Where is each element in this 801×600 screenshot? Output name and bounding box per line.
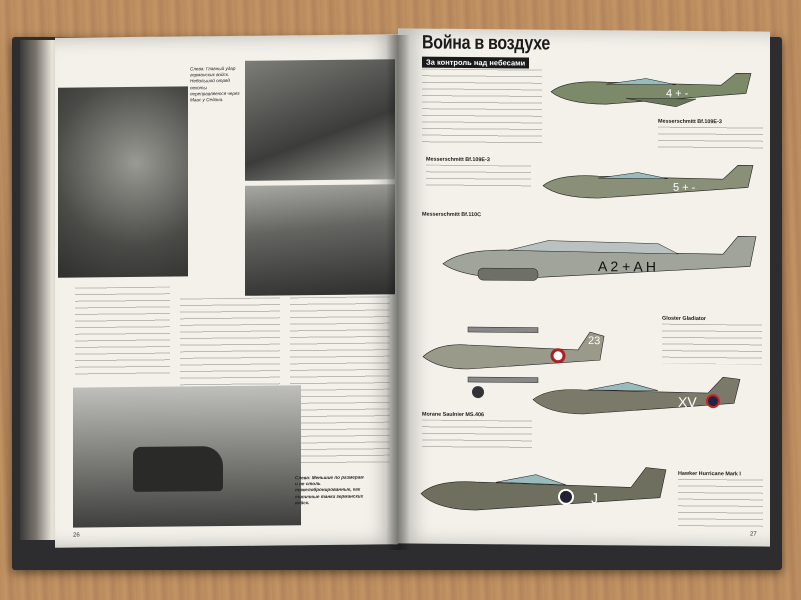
- left-page: [55, 34, 398, 548]
- page-number-left: 26: [73, 532, 80, 539]
- photo-caption-bottom: Слева: Меньшие по размерам и не столь тяжелобронированные, как типичные танки германских войск.: [295, 474, 364, 506]
- svg-text:4 + -: 4 + -: [666, 87, 689, 100]
- ms406-illustration: [528, 370, 748, 432]
- aircraft-desc-1: [658, 127, 763, 154]
- right-page: [398, 28, 770, 546]
- aircraft-desc-4: [662, 324, 762, 365]
- svg-text:J: J: [591, 490, 598, 507]
- svg-text:5 + -: 5 + -: [673, 181, 696, 194]
- page-subtitle: За контроль над небесами: [422, 57, 529, 69]
- svg-text:23: 23: [588, 335, 601, 348]
- aircraft-label-2: Messerschmitt Bf.109E-3: [426, 156, 490, 164]
- book-gutter: [386, 35, 410, 550]
- text-column-1: [75, 287, 170, 378]
- page-number-right: 27: [750, 531, 757, 538]
- svg-text:A 2 + A H: A 2 + A H: [598, 258, 656, 275]
- intro-text: [422, 69, 542, 145]
- page-title: Война в воздухе: [422, 32, 550, 55]
- aircraft-desc-6: [678, 479, 763, 528]
- aircraft-label-4: Gloster Gladiator: [662, 315, 707, 323]
- aircraft-label-1: Messerschmitt Bf.109E-3: [658, 118, 722, 126]
- aircraft-label-3: Messerschmitt Bf.110C: [422, 211, 482, 219]
- hurricane-illustration: [416, 454, 676, 526]
- text-column-2: [180, 297, 280, 388]
- bf110-illustration: [438, 224, 758, 297]
- aircraft-desc-5: [422, 420, 532, 453]
- tank-photo: [73, 385, 301, 527]
- text-column-3: [290, 296, 390, 467]
- soldiers-boat-photo: [58, 86, 188, 277]
- aircraft-label-5: Morane Saulnier MS.406: [422, 411, 485, 419]
- bf109-illustration-1: [546, 62, 761, 119]
- svg-text:XV: XV: [678, 393, 697, 410]
- aircraft-label-6: Hawker Hurricane Mark I: [678, 470, 741, 478]
- tank-silhouette: [133, 446, 223, 492]
- page-stack: [20, 40, 60, 540]
- photo-caption-top: Слева: Главный удар германских войск. Небольшой отряд пехоты переправляется через Маас у Седана.: [190, 65, 240, 103]
- aircraft-desc-2: [426, 165, 531, 192]
- bf109-illustration-2: [538, 158, 763, 210]
- river-crossing-photo: [245, 184, 395, 296]
- bridge-photo: [245, 59, 395, 181]
